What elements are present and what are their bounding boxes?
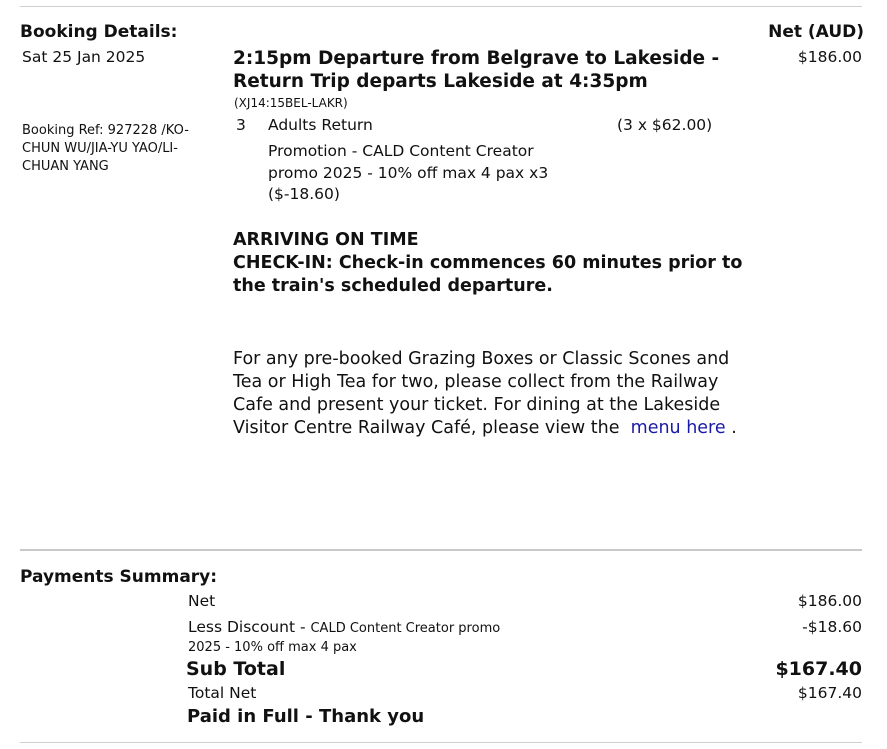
payment-net-value: $186.00 (797, 592, 862, 610)
fare-type: Adults Return (268, 116, 373, 134)
discount-label (188, 618, 518, 656)
discount-label-detail: CALD Content Creator promo 2025 - 10% off max 4 pax (188, 621, 501, 655)
section-divider (20, 549, 862, 551)
menu-link[interactable]: menu here (630, 418, 726, 438)
bottom-divider (20, 742, 862, 743)
promotion-text: Promotion - CALD Content Creator promo 2025 - 10% off max 4 pax x3 ($-18.60) (268, 142, 549, 203)
fare-quantity: 3 (236, 116, 246, 134)
total-net-label: Total Net (188, 684, 257, 702)
check-in-notice: CHECK-IN: Check-in commences 60 minutes prior to the train's scheduled departure. (233, 253, 743, 296)
dining-info-text: For any pre-booked Grazing Boxes or Classic Scones and Tea or High Tea for two, please collect from the Railway Cafe and present your ticket. For dining at the Lakeside Visitor Centre Railway Café, please view the (233, 349, 730, 438)
subtotal-value: $167.40 (775, 658, 862, 680)
net-aud-heading: Net (AUD) (768, 22, 864, 42)
arrival-notice (233, 229, 753, 298)
total-net-value: $167.40 (797, 684, 862, 702)
trip-code: (XJ14:15BEL-LAKR) (234, 96, 348, 110)
payments-summary-heading: Payments Summary: (20, 567, 218, 587)
subtotal-label: Sub Total (186, 658, 286, 680)
dining-info-end: . (731, 418, 737, 438)
discount-value: -$18.60 (802, 618, 862, 636)
top-divider (20, 6, 862, 7)
booking-date: Sat 25 Jan 2025 (22, 48, 146, 66)
booking-details-heading: Booking Details: (20, 22, 178, 42)
discount-label-main: Less Discount - (188, 618, 311, 636)
fare-unit-price: (3 x $62.00) (617, 116, 713, 134)
arriving-heading: ARRIVING ON TIME (233, 230, 419, 250)
trip-title: 2:15pm Departure from Belgrave to Lakeside - Return Trip departs Lakeside at 4:35pm (233, 48, 720, 92)
paid-status: Paid in Full - Thank you (187, 706, 425, 727)
booking-reference: Booking Ref: 927228 /KO-CHUN WU/JIA-YU YAO/LI-CHUAN YANG (22, 123, 189, 174)
dining-info (233, 348, 743, 440)
net-amount: $186.00 (797, 48, 862, 66)
payment-net-label: Net (188, 592, 216, 610)
